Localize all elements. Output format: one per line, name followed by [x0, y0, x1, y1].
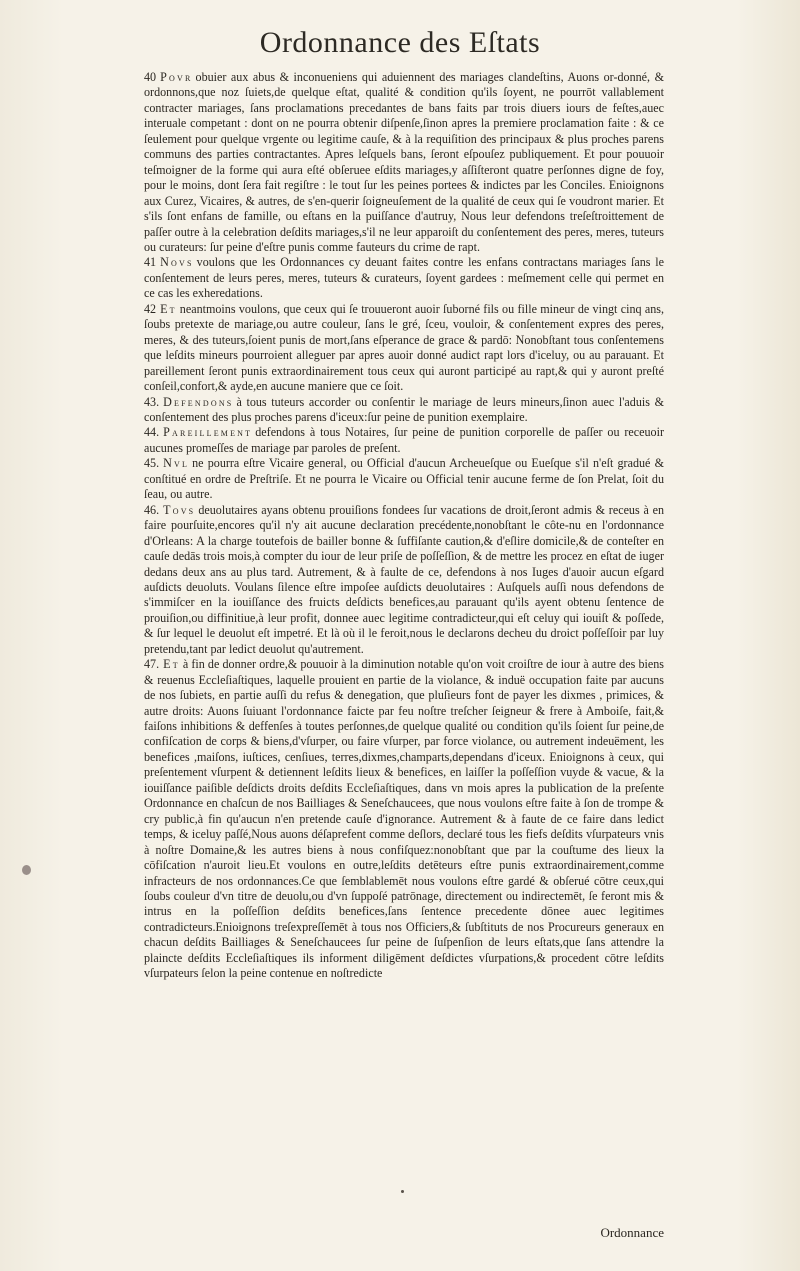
paragraph-number: 41: [144, 255, 157, 270]
catchword: Ordonnance: [600, 1225, 664, 1240]
paragraph-text: à fin de donner ordre,& pouuoir à la diminution notable qu'on voit croiſtre de iour à autre des biens & reuenus Eccleſiaſtiques, laquelle prouient en partie de la violance, & induë occupation faite par aucuns de nos ſubiets, en partie auſſi du refus & denegation, que pluſieurs font de payer les dixmes , primices, & autre droits: Auons ſuiuant l'ordonnance faicte par feu noſtre treſcher ſeigneur & frere à Amboiſe, fait,& faiſons inhibitions & deffenſes à toutes perſonnes,de quelque qualité ou condition qu'ils ſoient ſur peine,de confiſcation de corps & biens,d'vſurper, ou faire vſurper, par force violance, ou autrement indeuëment, les benefices ,maiſons, iuſtices, cenſiues, terres,dixmes,champarts,dependans d'iceux. Enioignons à ceux, qui preſentement vſurpent & detiennent leſdits lieux & benefices, en laiſſer la poſſeſſion vuyde & vacue, & la iouiſſance paiſible deſdicts droits deſdits Eccleſiaſtiques, dans vn mois apres la publication de la preſente Ordonnance en chaſcun de nos Bailliages & Seneſchaucees, que nous voulons eſtre faite à ſon de trompe & cry public,à fin qu'aucun n'en pretende cauſe d'ignorance. Autrement & à faute de ce faire dans ledict temps, & iceluy paſſé,Nous auons déſaprefent comme deſlors, declaré tous les fiefs deſdits vſurpateurs vnis à noſtre Domaine,& les autres biens à nous confiſquez:nonobſtant que par la couſtume des lieux la cōfiſcation n'auroit lieu.Et voulons en outre,leſdits detēteurs eſtre punis extraordinairement,comme infracteurs de nos ordonnances.Ce que ſemblablemēt nous voulons eſtre gardé & obſerué cōtre ceux,qui ſoubs couleur d'vn titre de deuolu,ou d'vn ſuppoſé patrōnage, directement ou indirectemēt, ſe feront mis & intrus en la poſſeſſion deſdits benefices,ſans ſentence precedente dōnee auec legitimes contradicteurs.Enioignons treſexpreſſemēt à tous nos Officiers,& ſubſtituts de nos Procureurs generaux en chacun deſdits Bailliages & Seneſchaucees ſur peine de ſuſpenſion de leurs eſtats,que ſans attendre la plaincte deſdits Eccleſiaſtiques ils informent diligēment deſdictes vſurpations,& procedent cōtre leſdits vſurpateurs ſelon la peine contenue en noſtredicte: [144, 657, 664, 981]
paragraph-lead-word: Pareillement: [163, 425, 253, 440]
paragraph-number: 42: [144, 301, 157, 316]
paragraph-number: 40: [144, 70, 157, 84]
paragraph-number: 44.: [144, 425, 160, 440]
margin-ink-spot: [22, 865, 31, 875]
paragraph-lead-word: Novs: [160, 255, 194, 270]
paragraph-lead-word: Et: [163, 657, 180, 672]
paragraph-number: 43.: [144, 394, 160, 409]
paragraph-40: [144, 70, 664, 255]
paragraph-42: [144, 302, 664, 395]
paragraph-46: [144, 503, 664, 658]
page-title: Ordonnance des Eſtats: [259, 26, 541, 59]
paragraph-lead-word: Povr: [160, 70, 193, 84]
paragraph-text: deuolutaires ayans obtenu prouiſions fondees ſur vacations de droit,ſeront admis & receus à en faire pourſuite,encores qu'il n'y ait aucune declaration precédente,nonobſtant le côte-nu en l'ordonnance d'Orleans: A la charge toutefois de bailler bonne & ſuffiſante caution,& d'eſlire domicile,& de conteſter en cauſe dedās trois mois,à compter du iour de leur priſe de poſſeſſion, & de mettre les procez en eſtat de iuger dedans deux ans au plus tard. Autrement, & à faulte de ce, defendons à nos Iuges d'auoir aucun eſgard auſdicts deuoluts. Voulans ſilence eſtre impoſee auſdicts deuolutaires : Auſquels auſſi nous defendons de s'immiſcer en la iouiſſance des fruicts deſdicts benefices,au parauant qu'ils ayent obtenu ſentence de prouiſion,ou diffinitiue,à leur profit, donnee auec legitime contradicteur,qui eſt celuy qui iouiſt & poſſede, & ſur lequel le deuolut eſt impetré. Et là où il le feroit,nous le declarons decheu du droict poſſeſſoir par luy pretendu,tant par ledict deuolut qu'autrement.: [144, 502, 664, 656]
paragraph-number: 45.: [144, 456, 160, 471]
paragraph-lead-word: Et: [160, 301, 177, 316]
paragraph-44: [144, 425, 664, 456]
paragraph-41: [144, 255, 664, 301]
paragraph-lead-word: Nvl: [163, 456, 190, 471]
paragraph-text: neantmoins voulons, que ceux qui ſe trouueront auoir ſuborné fils ou fille mineur de vingt cinq ans, ſoubs pretexte de mariage,ou autre couleur, ſans le gré, ſceu, vouloir, & conſentement expres des peres, meres, & des tuteurs,ſoient punis de mort,ſans eſperance de grace & pardō: Nonobſtant tous conſentemens que leſdits mineurs pourroient alleguer par apres auoir donné audict rapt lors d'iceluy, ou au parauant. Et pareillement ſeront punis extraordinairement tous ceux qui auront participé au rapt,& qui y auront preſté conſeil,confort,& ayde,en aucune maniere que ce ſoit.: [144, 301, 664, 394]
paragraph-text: defendons à tous Notaires, ſur peine de punition corporelle de paſſer ou receuoir aucunes promeſſes de mariage par paroles de preſent.: [144, 425, 664, 455]
paragraph-text: ne pourra eſtre Vicaire general, ou Official d'aucun Archeueſque ou Eueſque s'il n'eſt gradué & conſtitué en ordre de Preſtriſe. Et ne pourra le Vicaire ou Official tenir aucune ferme de ſon Prelat, ſoit du ſeau, ou autre.: [144, 456, 664, 502]
body-text: [144, 70, 664, 982]
paragraph-47: [144, 657, 664, 982]
paragraph-43: [144, 395, 664, 426]
paragraph-number: 46.: [144, 502, 160, 517]
ink-speck: [401, 1190, 404, 1193]
paragraph-text: voulons que les Ordonnances cy deuant faites contre les enfans contractans mariages ſans le conſentement de leurs peres, meres, tuteurs & curateurs, ſoyent gardees : meſmement celle qui permet en ce cas les exheredations.: [144, 255, 664, 301]
paragraph-lead-word: Defendons: [163, 394, 234, 409]
paragraph-text: à tous tuteurs accorder ou conſentir le mariage de leurs mineurs,ſinon auec l'aduis & conſentement des plus proches parens d'iceux:ſur peine de punition exemplaire.: [144, 394, 664, 424]
paragraph-text: obuier aux abus & inconueniens qui aduiennent des mariages clandeſtins, Auons or-donné, & ordonnons,que noz ſuiets,de quelque eſtat, qualité & condition qu'ils ſoyent, ne pourrōt vallablement contracter mariages, ſans proclamations precedantes de bans faits par trois diuers iours de feſtes,auec interuale competant : dont on ne pourra obtenir diſpenſe,ſinon apres la premiere proclamation faite : & ce ſeulement pour quelque vrgente ou legitime cauſe, & à la requiſition des principaux & plus proches parens communs des parties contractantes. Apres leſquels bans, ſeront eſpouſez publiquement. Et pour pouuoir teſmoigner de la forme qui aura eſté obſeruee eſdits mariages,y aſſiſteront quatre perſonnes digne de foy, pour le moins, dont ſera fait regiſtre : le tout ſur les peines portees & indictes par les Conciles. Enioignons aux Curez, Vicaires, & autres, de s'en-querir ſoigneuſement de la qualité de ceux qui ſe voudront marier. Et s'ils ſont enfans de famille, ou eſtans en la puiſſance d'autruy, Nous leur defendons treſeſtroittement de paſſer outre à la celebration deſdits mariages,s'il ne leur apparoiſt du conſentement des peres, meres, tuteurs ou curateurs: ſur peine d'eſtre punis comme fauteurs du crime de rapt.: [144, 70, 664, 254]
paragraph-45: [144, 456, 664, 502]
paragraph-number: 47.: [144, 657, 160, 672]
paragraph-lead-word: Tovs: [163, 502, 196, 517]
